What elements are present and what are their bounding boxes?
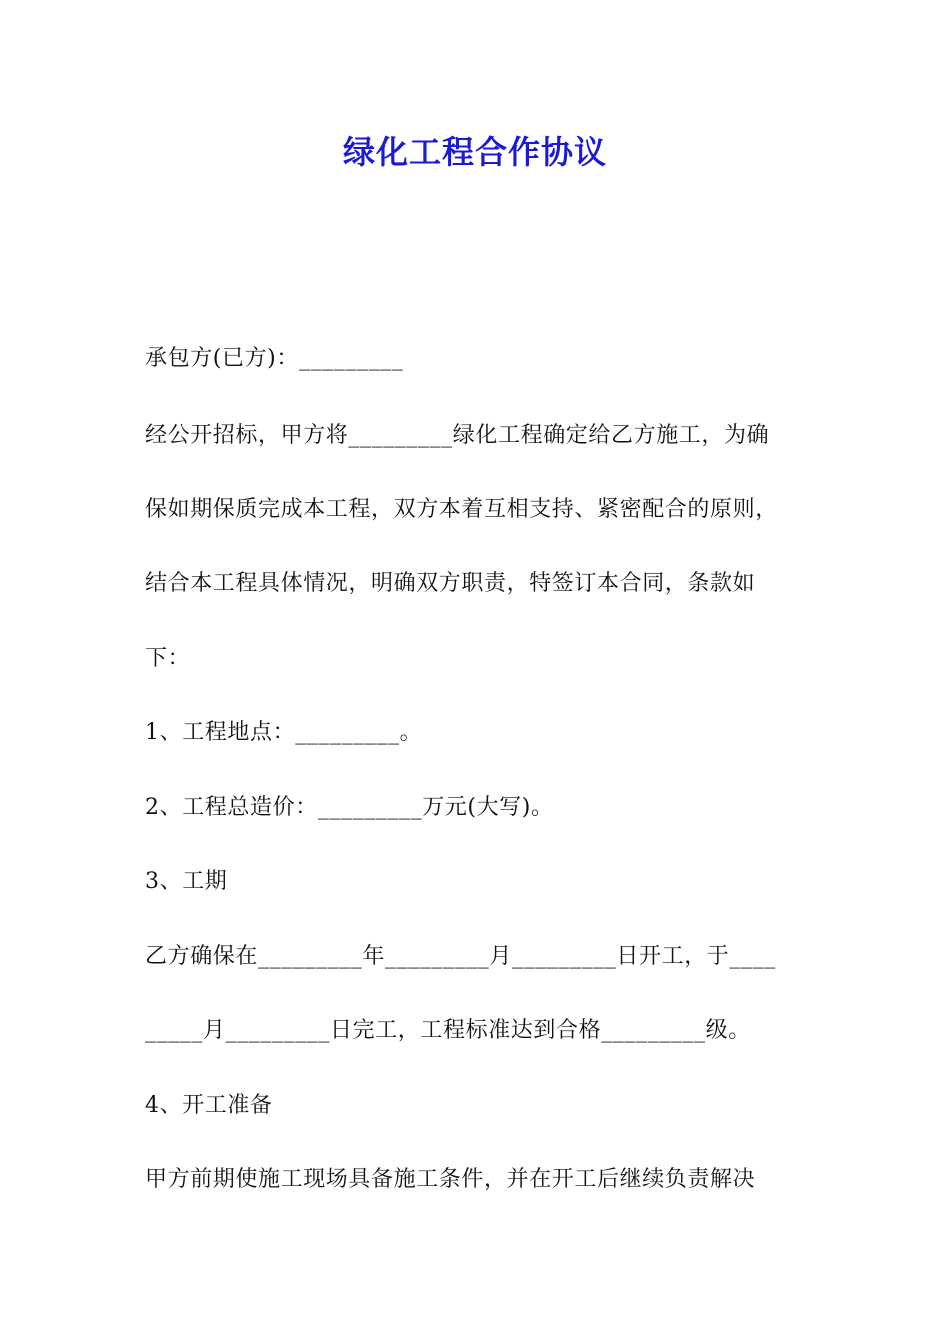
- clause-schedule-heading: 3、工期: [145, 869, 228, 894]
- document-title: 绿化工程合作协议: [342, 133, 607, 171]
- paragraph-line: 保如期保质完成本工程，双方本着互相支持、紧密配合的原则，: [145, 497, 778, 522]
- clause-preparation-heading: 4、开工准备: [145, 1093, 273, 1118]
- paragraph-line: 下：: [145, 646, 191, 671]
- clause-location: 1、工程地点：_________。: [145, 720, 423, 745]
- paragraph-line: 经公开招标，甲方将_________绿化工程确定给乙方施工，为确: [145, 423, 770, 448]
- contractor-line: 承包方(已方)：_________: [145, 346, 404, 371]
- paragraph-line: 甲方前期使施工现场具备施工条件，并在开工后继续负责解决: [145, 1167, 756, 1192]
- paragraph-line: 乙方确保在_________年_________月_________日开工，于____: [145, 944, 776, 969]
- paragraph-line: 结合本工程具体情况，明确双方职责，特签订本合同，条款如: [145, 571, 756, 596]
- clause-total-cost: 2、工程总造价：_________万元(大写)。: [145, 795, 554, 820]
- paragraph-line: _____月_________日完工，工程标准达到合格_________级。: [145, 1018, 751, 1043]
